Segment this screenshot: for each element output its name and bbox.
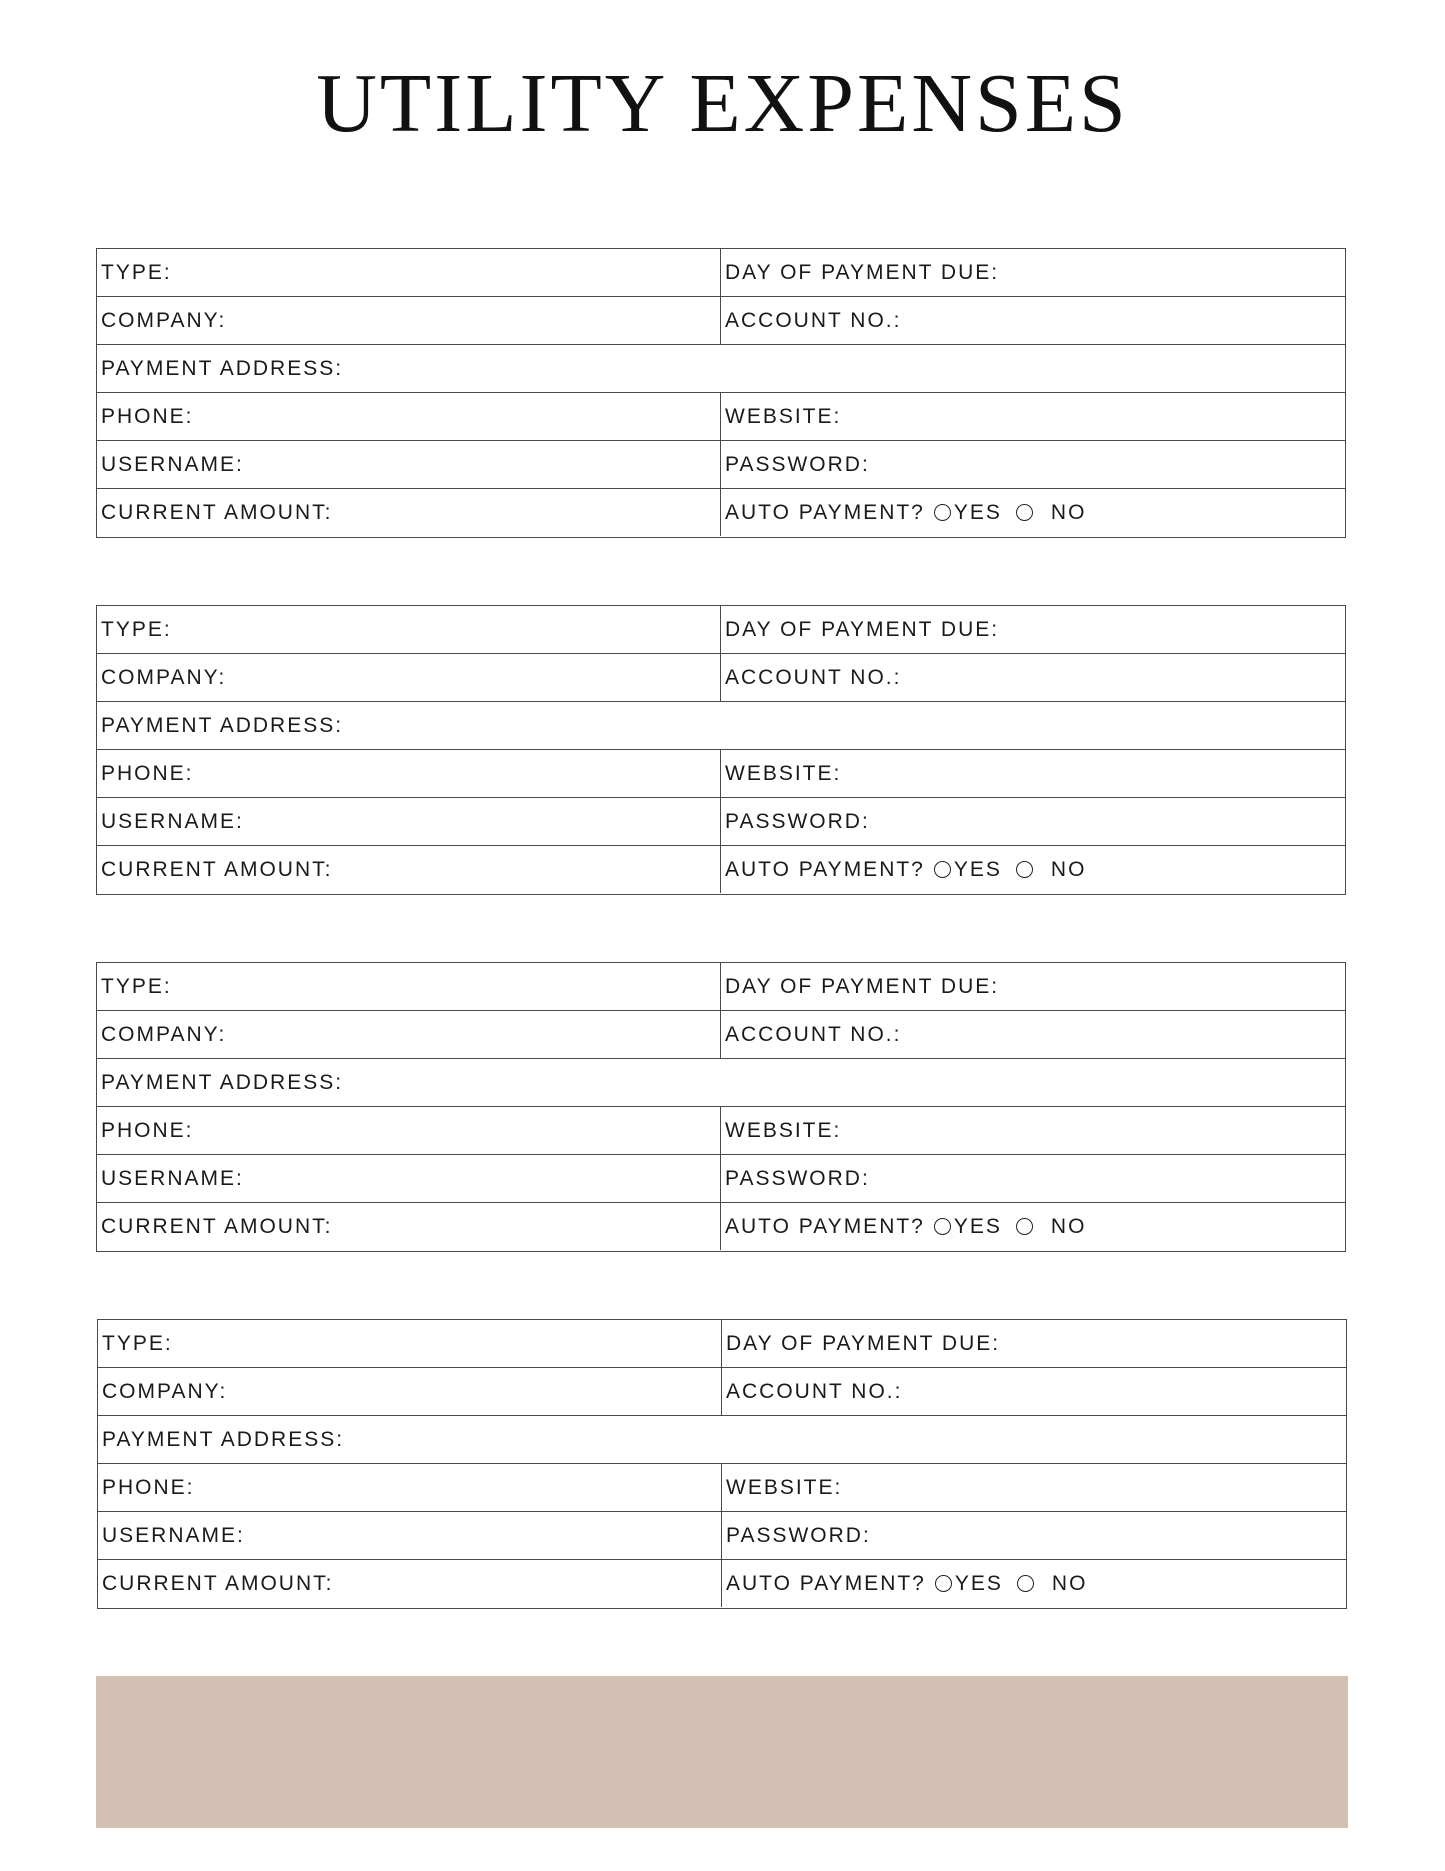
auto-payment-label: AUTO PAYMENT?	[725, 1214, 925, 1238]
form-row	[98, 1320, 1346, 1368]
company-field[interactable]	[98, 1368, 722, 1415]
company-field[interactable]	[97, 654, 721, 701]
account-no-label: ACCOUNT NO.:	[725, 665, 902, 689]
phone-label: PHONE:	[101, 404, 194, 428]
password-field[interactable]	[721, 1155, 1345, 1202]
current-amount-field[interactable]	[97, 846, 721, 893]
password-label: PASSWORD:	[725, 1166, 870, 1190]
form-row	[97, 489, 1345, 536]
utility-form-block-2	[96, 605, 1346, 895]
phone-field[interactable]	[98, 1464, 722, 1511]
form-row	[97, 606, 1345, 654]
form-row	[98, 1560, 1346, 1607]
form-row	[98, 1464, 1346, 1512]
payment-address-label: PAYMENT ADDRESS:	[101, 1070, 344, 1094]
yes-radio-icon[interactable]	[934, 1218, 951, 1235]
no-label: NO	[1051, 1571, 1088, 1595]
form-row	[97, 1011, 1345, 1059]
username-label: USERNAME:	[101, 452, 244, 476]
day-due-label: DAY OF PAYMENT DUE:	[725, 974, 1000, 998]
current-amount-label: CURRENT AMOUNT:	[102, 1571, 334, 1595]
username-label: USERNAME:	[102, 1523, 245, 1547]
password-field[interactable]	[721, 441, 1345, 488]
current-amount-field[interactable]	[97, 489, 721, 536]
password-label: PASSWORD:	[726, 1523, 871, 1547]
account-no-label: ACCOUNT NO.:	[726, 1379, 903, 1403]
yes-radio-icon[interactable]	[934, 504, 951, 521]
auto-payment-label: AUTO PAYMENT?	[725, 857, 925, 881]
username-field[interactable]	[97, 798, 721, 845]
phone-label: PHONE:	[101, 1118, 194, 1142]
payment-address-field[interactable]	[97, 345, 1345, 392]
auto-payment-field	[722, 1560, 1346, 1607]
account-no-label: ACCOUNT NO.:	[725, 1022, 902, 1046]
type-field[interactable]	[98, 1320, 722, 1367]
username-field[interactable]	[97, 1155, 721, 1202]
account-no-field[interactable]	[721, 297, 1345, 344]
form-row	[97, 441, 1345, 489]
day-due-label: DAY OF PAYMENT DUE:	[725, 617, 1000, 641]
website-label: WEBSITE:	[725, 1118, 842, 1142]
form-row	[97, 750, 1345, 798]
no-radio-icon[interactable]	[1016, 861, 1033, 878]
yes-radio-icon[interactable]	[935, 1575, 952, 1592]
phone-label: PHONE:	[102, 1475, 195, 1499]
company-field[interactable]	[97, 297, 721, 344]
utility-form-block-3	[96, 962, 1346, 1252]
payment-address-field[interactable]	[97, 702, 1345, 749]
yes-label: YES	[953, 857, 1002, 881]
website-field[interactable]	[722, 1464, 1346, 1511]
company-field[interactable]	[97, 1011, 721, 1058]
yes-radio-icon[interactable]	[934, 861, 951, 878]
password-label: PASSWORD:	[725, 452, 870, 476]
website-field[interactable]	[721, 393, 1345, 440]
no-radio-icon[interactable]	[1016, 1218, 1033, 1235]
company-label: COMPANY:	[101, 1022, 227, 1046]
current-amount-field[interactable]	[98, 1560, 722, 1607]
payment-address-label: PAYMENT ADDRESS:	[101, 713, 344, 737]
password-field[interactable]	[721, 798, 1345, 845]
form-row	[98, 1512, 1346, 1560]
no-radio-icon[interactable]	[1017, 1575, 1034, 1592]
payment-address-label: PAYMENT ADDRESS:	[101, 356, 344, 380]
no-radio-icon[interactable]	[1016, 504, 1033, 521]
footer-color-band	[96, 1676, 1348, 1828]
website-field[interactable]	[721, 750, 1345, 797]
company-label: COMPANY:	[101, 665, 227, 689]
type-label: TYPE:	[101, 974, 172, 998]
company-label: COMPANY:	[101, 308, 227, 332]
account-no-field[interactable]	[721, 1011, 1345, 1058]
utility-form-block-4	[97, 1319, 1347, 1609]
account-no-label: ACCOUNT NO.:	[725, 308, 902, 332]
no-label: NO	[1050, 500, 1087, 524]
yes-label: YES	[954, 1571, 1003, 1595]
form-row	[97, 798, 1345, 846]
form-row	[97, 1155, 1345, 1203]
type-label: TYPE:	[102, 1331, 173, 1355]
phone-field[interactable]	[97, 393, 721, 440]
username-field[interactable]	[97, 441, 721, 488]
current-amount-label: CURRENT AMOUNT:	[101, 500, 333, 524]
phone-field[interactable]	[97, 750, 721, 797]
company-label: COMPANY:	[102, 1379, 228, 1403]
type-field[interactable]	[97, 963, 721, 1010]
current-amount-label: CURRENT AMOUNT:	[101, 1214, 333, 1238]
current-amount-label: CURRENT AMOUNT:	[101, 857, 333, 881]
form-row	[97, 297, 1345, 345]
form-row	[98, 1368, 1346, 1416]
type-field[interactable]	[97, 249, 721, 296]
phone-field[interactable]	[97, 1107, 721, 1154]
page-title: UTILITY EXPENSES	[316, 57, 1129, 150]
day-due-label: DAY OF PAYMENT DUE:	[726, 1331, 1001, 1355]
form-row	[97, 1059, 1345, 1107]
type-label: TYPE:	[101, 617, 172, 641]
password-field[interactable]	[722, 1512, 1346, 1559]
form-row	[97, 1107, 1345, 1155]
current-amount-field[interactable]	[97, 1203, 721, 1250]
day-due-field[interactable]	[721, 249, 1345, 296]
day-due-field[interactable]	[722, 1320, 1346, 1367]
username-label: USERNAME:	[101, 809, 244, 833]
form-row	[98, 1416, 1346, 1464]
website-label: WEBSITE:	[725, 404, 842, 428]
yes-label: YES	[953, 1214, 1002, 1238]
type-label: TYPE:	[101, 260, 172, 284]
form-row	[97, 345, 1345, 393]
payment-address-label: PAYMENT ADDRESS:	[102, 1427, 345, 1451]
day-due-label: DAY OF PAYMENT DUE:	[725, 260, 1000, 284]
website-field[interactable]	[721, 1107, 1345, 1154]
username-label: USERNAME:	[101, 1166, 244, 1190]
day-due-field[interactable]	[721, 963, 1345, 1010]
auto-payment-field	[721, 489, 1345, 536]
password-label: PASSWORD:	[725, 809, 870, 833]
form-row	[97, 1203, 1345, 1250]
auto-payment-field	[721, 1203, 1345, 1250]
payment-address-field[interactable]	[97, 1059, 1345, 1106]
payment-address-field[interactable]	[98, 1416, 1346, 1463]
no-label: NO	[1050, 1214, 1087, 1238]
day-due-field[interactable]	[721, 606, 1345, 653]
website-label: WEBSITE:	[726, 1475, 843, 1499]
form-row	[97, 963, 1345, 1011]
form-row	[97, 702, 1345, 750]
form-row	[97, 846, 1345, 893]
utility-form-block-1	[96, 248, 1346, 538]
phone-label: PHONE:	[101, 761, 194, 785]
auto-payment-label: AUTO PAYMENT?	[726, 1571, 926, 1595]
form-row	[97, 654, 1345, 702]
type-field[interactable]	[97, 606, 721, 653]
account-no-field[interactable]	[722, 1368, 1346, 1415]
auto-payment-field	[721, 846, 1345, 893]
website-label: WEBSITE:	[725, 761, 842, 785]
form-row	[97, 249, 1345, 297]
no-label: NO	[1050, 857, 1087, 881]
username-field[interactable]	[98, 1512, 722, 1559]
yes-label: YES	[953, 500, 1002, 524]
auto-payment-label: AUTO PAYMENT?	[725, 500, 925, 524]
account-no-field[interactable]	[721, 654, 1345, 701]
form-row	[97, 393, 1345, 441]
